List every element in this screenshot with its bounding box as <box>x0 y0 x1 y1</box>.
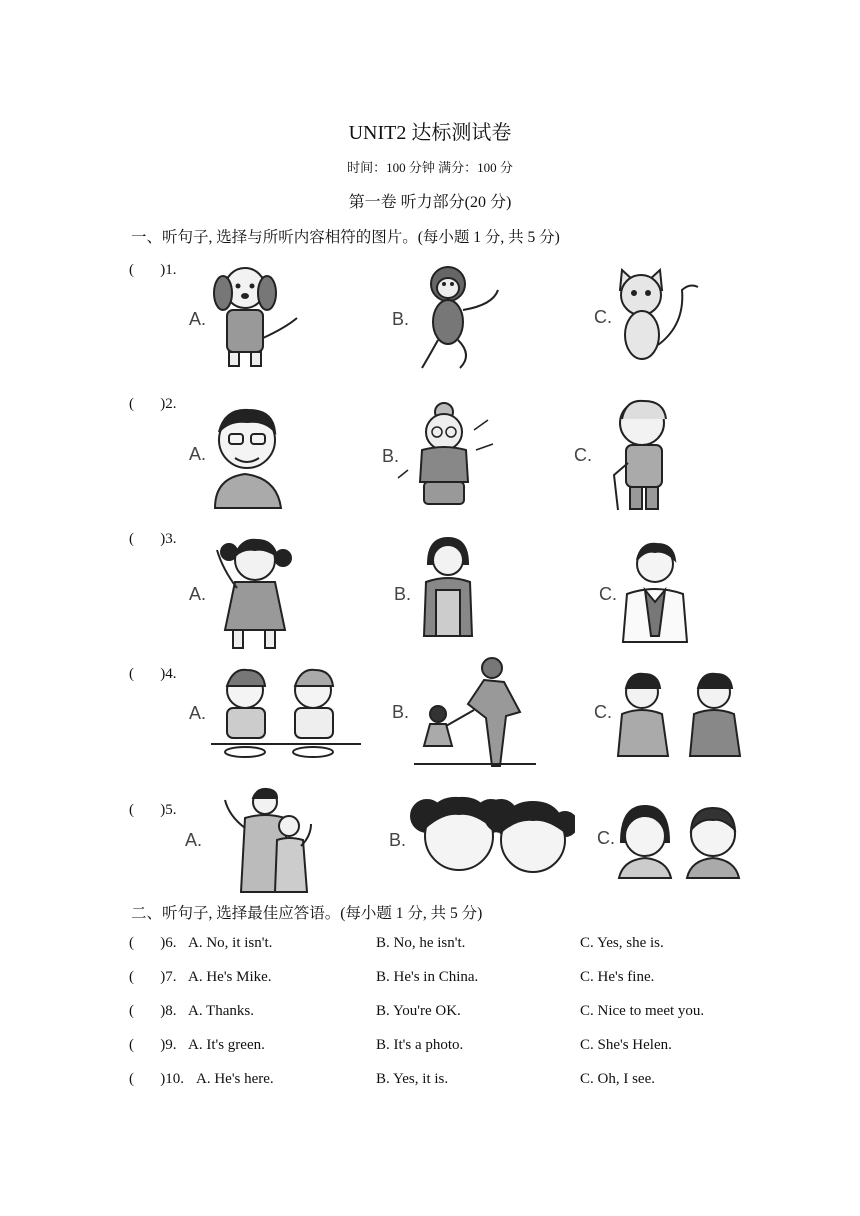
question-9-option-b: B. It's a photo. <box>376 1037 464 1053</box>
grandpa-with-cane-picture <box>570 395 700 515</box>
question-6-option-c: C. Yes, she is. <box>580 935 664 951</box>
question-7-option-c: C. He's fine. <box>580 969 655 985</box>
grandma-picture <box>378 400 508 510</box>
two-men-waving-picture <box>185 786 330 896</box>
dog-in-jacket-picture <box>185 258 305 373</box>
question-9-option-c: C. She's Helen. <box>580 1037 672 1053</box>
question-6-option-b: B. No, he isn't. <box>376 935 466 951</box>
question-8-option-c: C. Nice to meet you. <box>580 1003 705 1019</box>
question-10-option-c: C. Oh, I see. <box>580 1071 655 1087</box>
girl-and-boy-picture <box>593 800 753 880</box>
page-title: UNIT2 达标测试卷 <box>348 122 512 144</box>
option-b-letter: B. <box>382 446 400 466</box>
question-7-option-a: A. He's Mike. <box>188 969 272 985</box>
question-4-number: ( )4. <box>129 666 177 682</box>
option-b-letter: B. <box>392 702 410 722</box>
question-10-option-b: B. Yes, it is. <box>376 1071 449 1087</box>
option-c-letter: C. <box>597 828 615 848</box>
cat-picture <box>590 265 710 365</box>
question-7-number: ( )7. <box>129 969 177 985</box>
question-10-option-a: A. He's here. <box>196 1071 274 1087</box>
question-7-option-b: B. He's in China. <box>376 969 479 985</box>
option-a-letter: A. <box>189 703 207 723</box>
question-5-number: ( )5. <box>129 802 177 818</box>
option-a-letter: A. <box>185 830 203 850</box>
part-heading: 第一卷 听力部分(20 分) <box>348 194 512 211</box>
option-c-letter: C. <box>594 307 612 327</box>
girl-waving-picture <box>185 530 305 655</box>
section2-heading: 二、听句子, 选择最佳应答语。(每小题 1 分, 共 5 分) <box>131 905 483 922</box>
two-girls-picture <box>385 788 575 893</box>
option-b-letter: B. <box>392 309 410 329</box>
question-2-number: ( )2. <box>129 396 177 412</box>
question-9-option-a: A. It's green. <box>188 1037 265 1053</box>
question-8-option-a: A. Thanks. <box>188 1003 254 1019</box>
option-a-letter: A. <box>189 584 207 604</box>
monkey-picture <box>388 260 508 375</box>
question-1-number: ( )1. <box>129 262 177 278</box>
woman-picture <box>390 532 500 652</box>
boy-picture <box>595 538 705 653</box>
two-boys-talking-picture <box>590 668 760 763</box>
question-8-option-b: B. You're OK. <box>376 1003 461 1019</box>
question-9-number: ( )9. <box>129 1037 177 1053</box>
question-6-number: ( )6. <box>129 935 177 951</box>
kids-eating-picture <box>185 664 365 764</box>
option-c-letter: C. <box>599 584 617 604</box>
question-6-option-a: A. No, it isn't. <box>188 935 273 951</box>
section1-heading: 一、听句子, 选择与所听内容相符的图片。(每小题 1 分, 共 5 分) <box>131 229 560 246</box>
question-8-number: ( )8. <box>129 1003 177 1019</box>
option-b-letter: B. <box>394 584 412 604</box>
question-10-number: ( )10. <box>129 1071 184 1087</box>
option-c-letter: C. <box>574 445 592 465</box>
exam-time-info: 时间：100 分钟 满分：100 分 <box>347 160 513 175</box>
option-a-letter: A. <box>189 309 207 329</box>
man-with-glasses-picture <box>185 400 305 510</box>
option-b-letter: B. <box>389 830 407 850</box>
option-a-letter: A. <box>189 444 207 464</box>
father-and-daughter-picture <box>388 656 538 771</box>
option-c-letter: C. <box>594 702 612 722</box>
question-3-number: ( )3. <box>129 531 177 547</box>
